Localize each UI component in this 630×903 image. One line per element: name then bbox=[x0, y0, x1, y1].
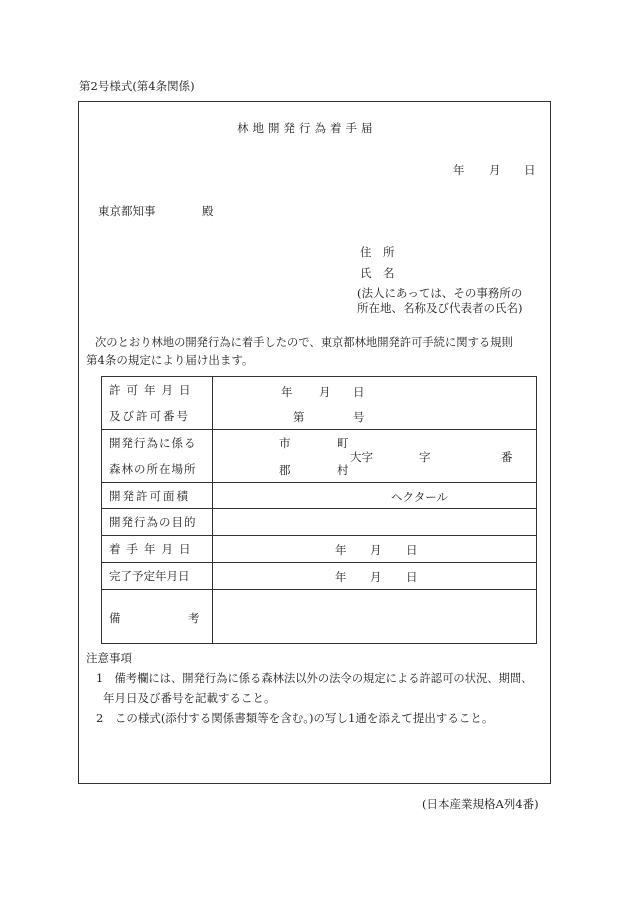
start-label: 着手年月日 bbox=[109, 542, 197, 556]
permit-year: 年 bbox=[281, 385, 293, 399]
note-1-line1: 1 備考欄には、開発行為に係る森林法以外の法令の規定による許認可の状況、期間、 bbox=[96, 672, 533, 685]
table-row-remarks bbox=[102, 590, 537, 644]
remarks-label-1: 備 bbox=[109, 611, 121, 625]
addressee-honorific: 殿 bbox=[202, 204, 214, 218]
permit-label-cell bbox=[102, 377, 213, 430]
location-label-1: 開発行為に係る bbox=[109, 436, 197, 450]
addressee-name: 東京都知事 bbox=[98, 204, 156, 218]
table-row-purpose bbox=[102, 509, 537, 536]
date-day: 日 bbox=[524, 163, 536, 177]
permit-day: 日 bbox=[353, 385, 365, 399]
permit-number-label: 及び許可番号 bbox=[109, 409, 190, 423]
area-value-cell[interactable] bbox=[213, 483, 537, 509]
intro-text-line2: 第4条の規定により届け出ます。 bbox=[86, 353, 254, 367]
start-year: 年 bbox=[335, 543, 347, 557]
loc-city: 市 bbox=[279, 436, 291, 450]
form-table bbox=[101, 376, 537, 644]
permit-number-suffix: 号 bbox=[353, 410, 365, 424]
remarks-label-cell bbox=[102, 590, 213, 644]
form-number-label: 第2号様式(第4条関係) bbox=[79, 79, 195, 93]
loc-oaza: 大字 bbox=[350, 450, 373, 464]
start-label-cell bbox=[102, 536, 213, 563]
start-month: 月 bbox=[370, 543, 382, 557]
purpose-value-cell[interactable] bbox=[213, 509, 537, 536]
remarks-value-cell[interactable] bbox=[213, 590, 537, 644]
area-label: 開発許可面積 bbox=[109, 488, 190, 503]
permit-date-label: 許可年月日 bbox=[109, 383, 197, 397]
table-row-permit bbox=[102, 377, 537, 430]
area-unit: ヘクタール bbox=[391, 490, 449, 504]
table-row-start bbox=[102, 536, 537, 563]
table-row-area bbox=[102, 483, 537, 509]
start-value-cell[interactable] bbox=[213, 536, 537, 563]
notes-heading: 注意事項 bbox=[86, 651, 132, 665]
purpose-label: 開発行為の目的 bbox=[109, 515, 197, 529]
area-label-cell bbox=[102, 483, 213, 509]
loc-village: 村 bbox=[337, 463, 349, 477]
permit-value-cell[interactable] bbox=[213, 377, 537, 430]
location-value-cell[interactable] bbox=[213, 430, 537, 483]
paper-size-note: (日本産業規格A列4番) bbox=[422, 797, 539, 811]
remarks-label-2: 考 bbox=[188, 611, 200, 625]
intro-text-line1: 次のとおり林地の開発行為に着手したので、東京都林地開発許可手続に関する規則 bbox=[95, 336, 513, 349]
table-row-completion bbox=[102, 563, 537, 590]
loc-town: 町 bbox=[337, 436, 349, 450]
loc-county: 郡 bbox=[279, 463, 291, 477]
location-label-2: 森林の所在場所 bbox=[109, 462, 197, 476]
applicant-name-label: 氏 名 bbox=[360, 266, 395, 280]
purpose-label-cell bbox=[102, 509, 213, 536]
completion-label: 完了予定年月日 bbox=[109, 569, 190, 583]
applicant-address-label: 住 所 bbox=[360, 245, 395, 259]
note-2: 2 この様式(添付する関係書類等を含む。)の写し1通を添えて提出すること。 bbox=[96, 711, 494, 725]
applicant-note-line1: (法人にあっては、その事務所の bbox=[357, 286, 523, 300]
loc-aza: 字 bbox=[419, 450, 431, 464]
date-year: 年 bbox=[453, 163, 465, 177]
location-label-cell bbox=[102, 430, 213, 483]
start-day: 日 bbox=[406, 543, 418, 557]
loc-ban: 番 bbox=[501, 450, 513, 464]
completion-day: 日 bbox=[406, 570, 418, 584]
note-1-line2: 年月日及び番号を記載すること。 bbox=[103, 691, 276, 705]
completion-year: 年 bbox=[335, 570, 347, 584]
form-title: 林地開発行為着手届 bbox=[237, 121, 377, 135]
applicant-note-line2: 所在地、名称及び代表者の氏名) bbox=[357, 301, 523, 315]
completion-month: 月 bbox=[370, 570, 382, 584]
date-month: 月 bbox=[489, 163, 501, 177]
completion-label-cell bbox=[102, 563, 213, 590]
completion-value-cell[interactable] bbox=[213, 563, 537, 590]
permit-month: 月 bbox=[319, 385, 331, 399]
permit-number-prefix: 第 bbox=[293, 410, 305, 424]
table-row-location bbox=[102, 430, 537, 483]
